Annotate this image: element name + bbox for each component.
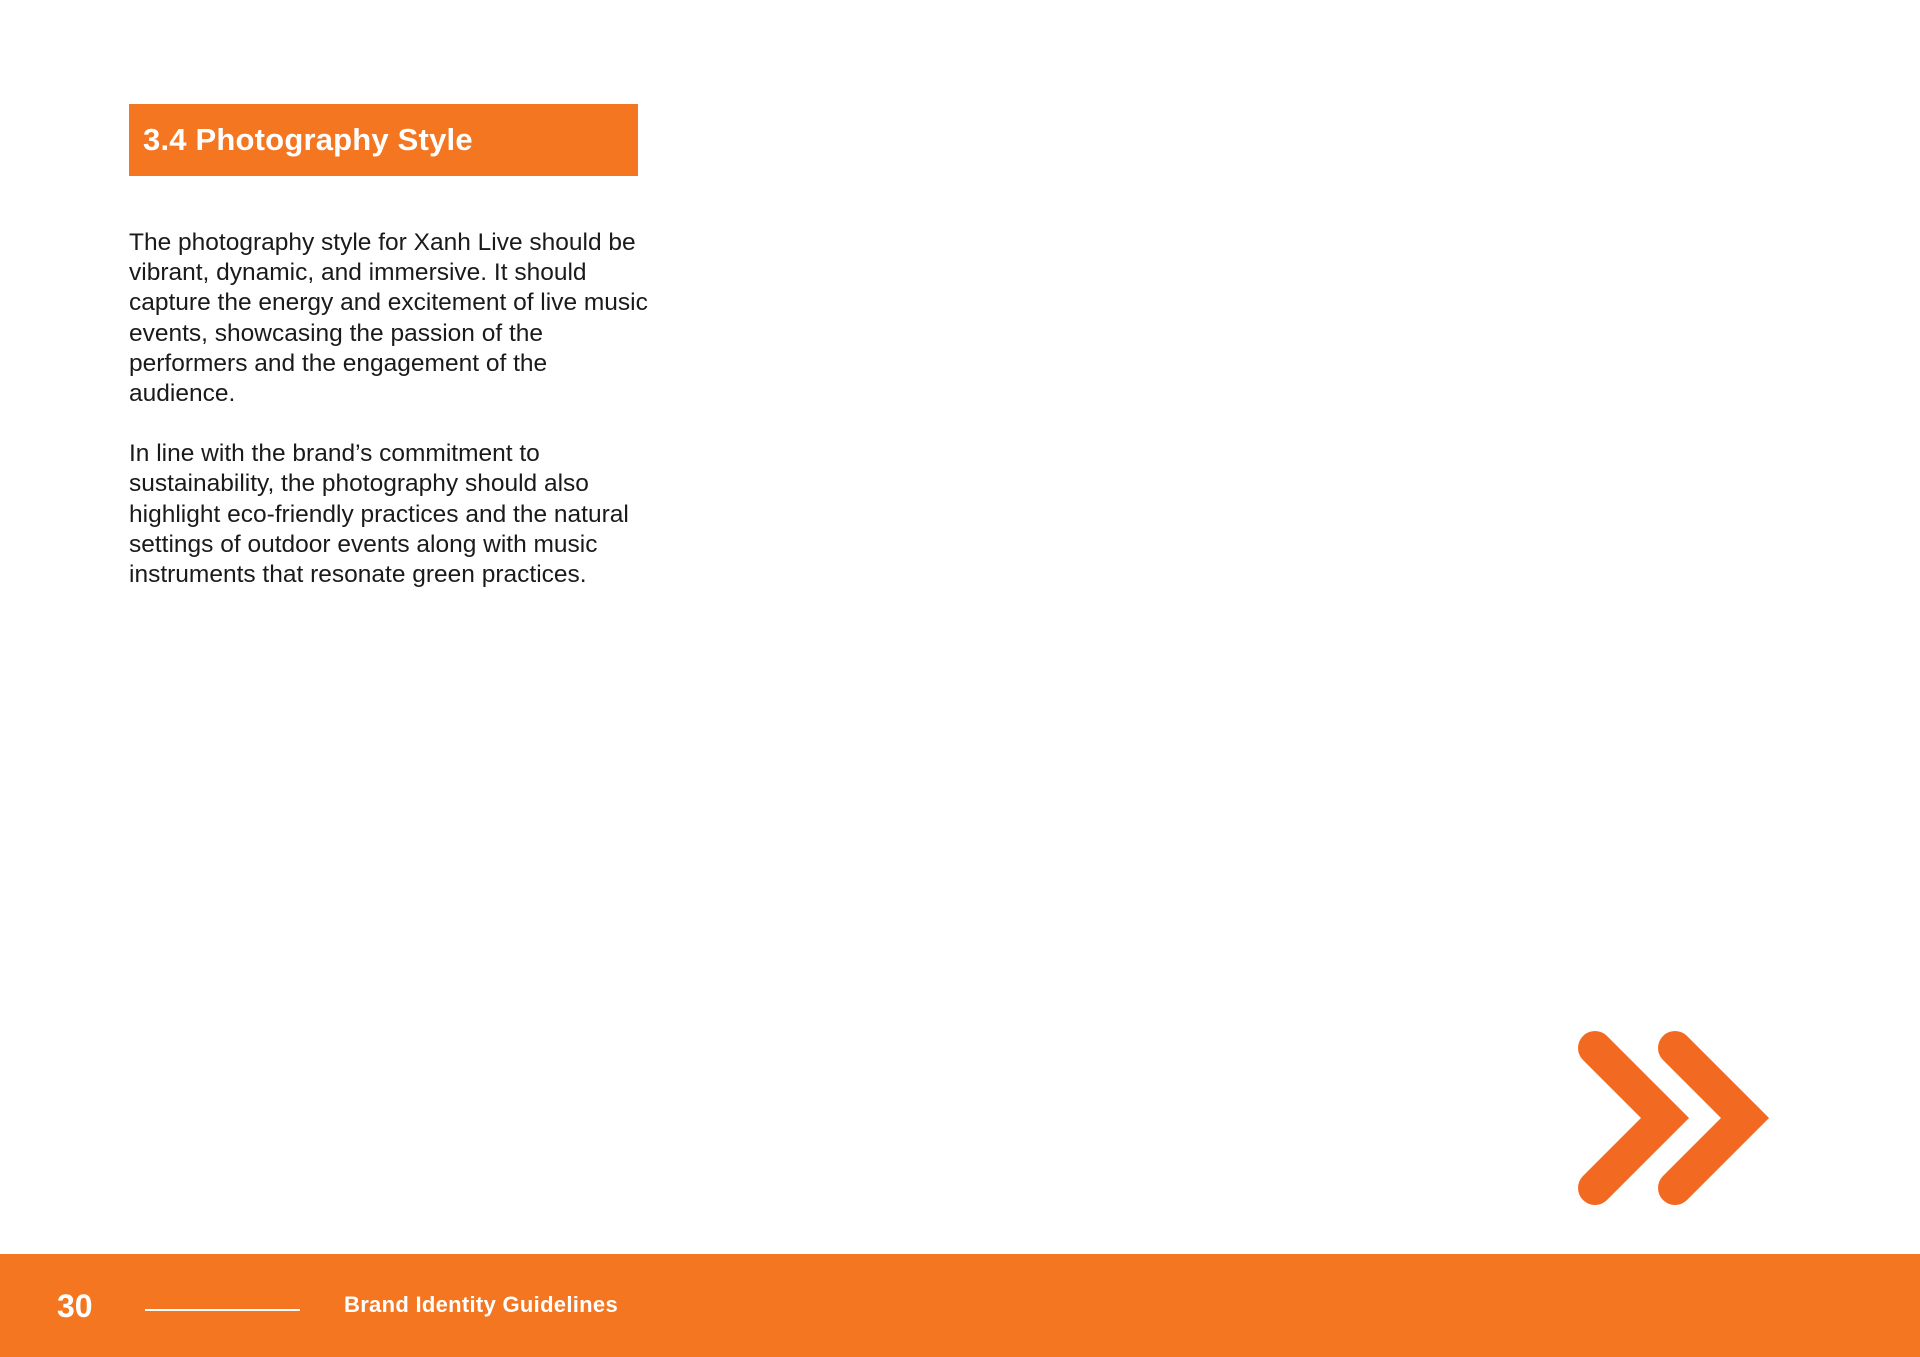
section-title: 3.4 Photography Style <box>143 122 473 157</box>
body-text <box>129 228 649 620</box>
double-chevron-right-icon <box>1575 1028 1775 1208</box>
body-paragraph: The photography style for Xanh Live should be vibrant, dynamic, and immersive. It should capture the energy and excitement of live music events, showcasing the passion of the performers and the engagement of the audience. <box>129 229 648 408</box>
section-header <box>129 104 638 176</box>
footer-bar <box>0 1254 1920 1357</box>
page-number: 30 <box>57 1288 93 1324</box>
document-title: Brand Identity Guidelines <box>344 1292 618 1317</box>
body-paragraph: In line with the brand’s commitment to sustainability, the photography should also highlight eco-friendly practices and the natural settings of outdoor events along with music instruments that resonate green practices. <box>129 440 629 589</box>
footer-divider <box>145 1309 300 1311</box>
